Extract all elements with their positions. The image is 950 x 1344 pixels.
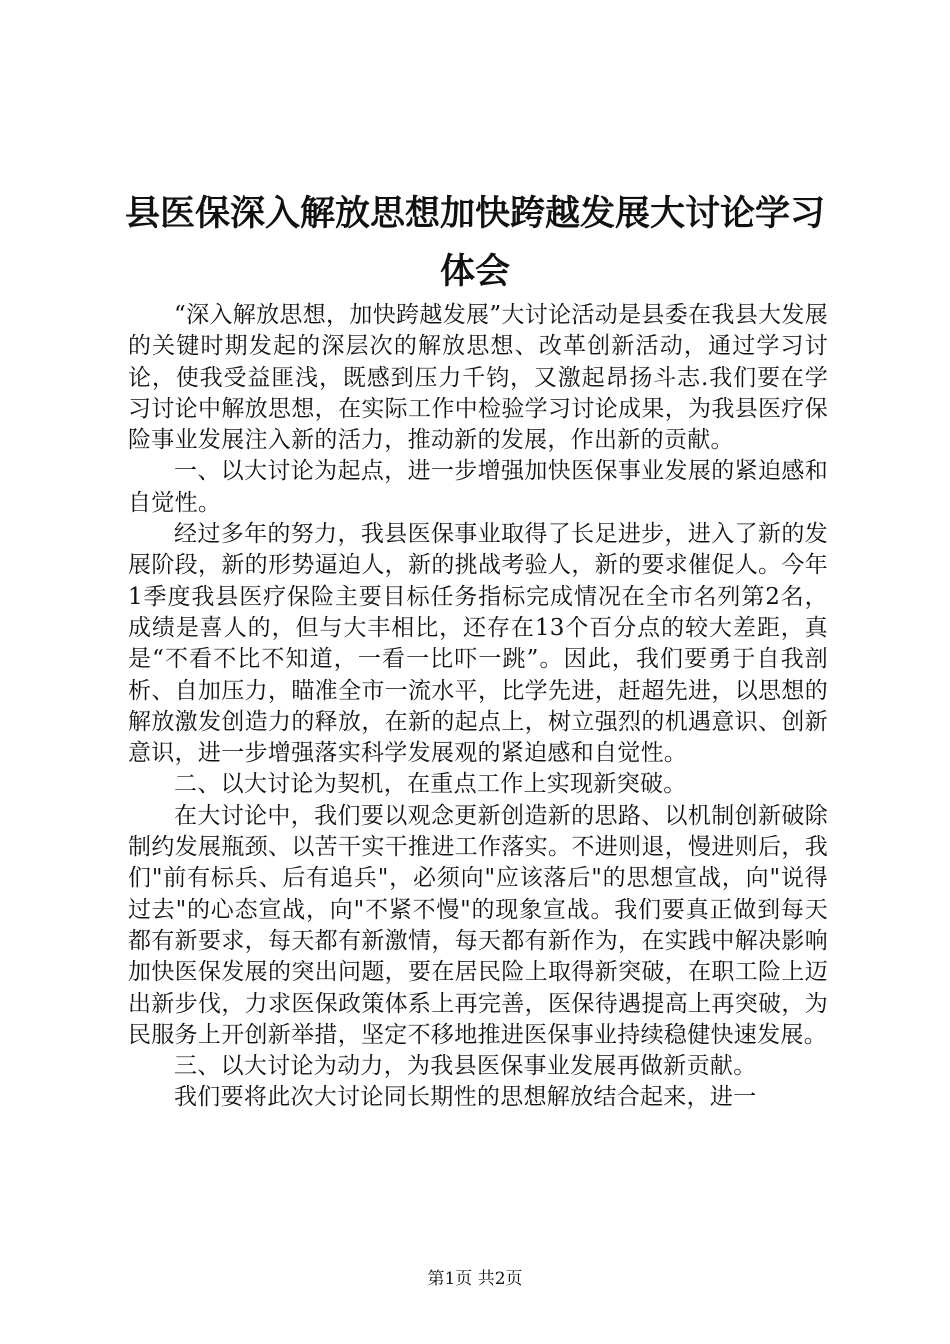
document-title-line-1: 县医保深入解放思想加快跨越发展大讨论学习 xyxy=(124,194,825,234)
section-heading-1: 一、以大讨论为起点，进一步增强加快医保事业发展的紧迫感和自觉性。 xyxy=(128,458,828,516)
paragraph-section-2: 在大讨论中，我们要以观念更新创造新的思路、以机制创新破除制约发展瓶颈、以苦干实干推进工作落实。不进则退，慢进则后，我们"前有标兵、后有追兵"，必须向"应该落后"的思想宣战，向"说得过去"的心态宣战，向"不紧不慢"的现象宣战。我们要真正做到每天都有新要求，每天都有新激情，每天都有新作为，在实践中解决影响加快医保发展的突出问题，要在居民险上取得新突破，在职工险上迈出新步伐，力求医保政策体系上再完善，医保待遇提高上再突破，为民服务上开创新举措，坚定不移地推进医保事业持续稳健快速发展。 xyxy=(128,802,828,1048)
document-title-line-2: 体会 xyxy=(439,252,510,292)
paragraph-section-1: 经过多年的努力，我县医保事业取得了长足进步，进入了新的发展阶段，新的形势逼迫人，新的挑战考验人，新的要求催促人。今年1季度我县医疗保险主要目标任务指标完成情况在全市名列第2名，成绩是喜人的，但与大丰相比，还存在13个百分点的较大差距，真是“不看不比不知道，一看一比吓一跳”。因此，我们要勇于自我剖析、自加压力，瞄准全市一流水平，比学先进，赶超先进，以思想的解放激发创造力的释放，在新的起点上，树立强烈的机遇意识、创新意识，进一步增强落实科学发展观的紧迫感和自觉性。 xyxy=(128,521,828,767)
paragraph-section-3: 我们要将此次大讨论同长期性的思想解放结合起来，进一 xyxy=(174,1084,757,1111)
paragraph-intro: “深入解放思想，加快跨越发展”大讨论活动是县委在我县大发展的关键时期发起的深层次的解放思想、改革创新活动，通过学习讨论，使我受益匪浅，既感到压力千钧，又激起昂扬斗志.我们要在学习讨论中解放思想，在实际工作中检验学习讨论成果，为我县医疗保险事业发展注入新的活力，推动新的发展，作出新的贡献。 xyxy=(128,302,828,454)
document-body xyxy=(128,300,828,1114)
section-heading-2: 二、以大讨论为契机，在重点工作上实现新突破。 xyxy=(174,771,687,798)
section-heading-3: 三、以大讨论为动力，为我县医保事业发展再做新贡献。 xyxy=(174,1053,757,1080)
page-number-footer: 第1页 共2页 xyxy=(427,1269,523,1289)
